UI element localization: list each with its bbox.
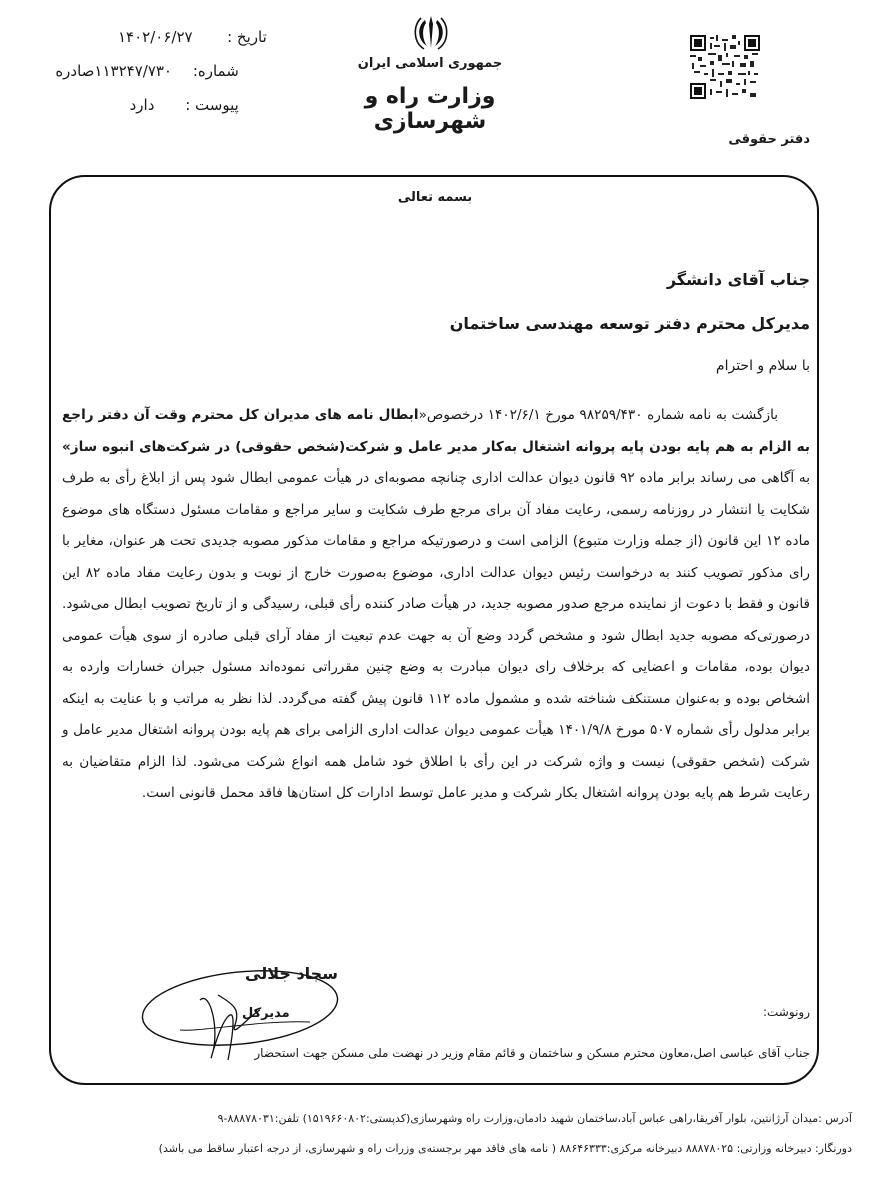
body-rest: به آگاهی می رساند برابر ماده ۹۲ قانون دیوان عدالت اداری چنانچه مصوبه‌ای در هیأت عمومی ابطال شود پس از ابلاغ رأی به طرف شکایت یا انتشار در روزنامه رسمی، رعایت مفاد آن برای مرجع طرف شکایت و سایر مراجع و مقامات مسئول دستگاه های موضوع ماده ۱۲ این قانون (از جمله وزارت متبوع) الزامی است و درصورتیکه مراجع و مقامات مذکور مصوبه جدیدی تحت هر عنوان، مغایر با رای مذکور تصویب کنند به درخواست رئیس دیوان عدالت اداری، موضوع به‌صورت خارج از نوبت و بدون رعایت مفاد ماده ۸۲ این قانون و فقط با دعوت از نماینده مرجع صدور مصوبه جدید، در هیأت صادر کننده رأی قبلی، رسیدگی و از تاریخ تصویب ابطال می‌شود. درصورتی‌که مصوبه جدید ابطال شود و مشخص گردد وضع آن به جهت عدم تبعیت از مفاد آرای قبلی صادره از سوی هیأت عمومی دیوان بوده، مقامات و اعضایی که برخلاف رای دیوان مبادرت به وضع چنین مقرراتی نموده‌اند مسئول جبران خسارات وارده به اشخاص بوده و به‌عنوان مستنکف شناخته شده و مشمول ماده ۱۱۲ قانون پیش گفته می‌گردد. لذا نظر به مراتب و با عنایت به اینکه برابر مدلول رأی شماره ۵۰۷ مورخ ۱۴۰۱/۹/۸ هیأت عمومی دیوان عدالت اداری الزامی برای هم پایه بودن پروانه اشتغال مدیر عامل و شرکت (شخص حقوقی) نیست و واژه شرکت در این رأی با اطلاق خود شامل همه انواع شرکت می‌شود. لذا الزام متقاضیان به رعایت شرط هم پایه بودن پروانه اشتغال بکار شرکت و مدیر عامل توسط ادارات کل استان‌ها فاقد محمل قانونی است. bbox=[62, 470, 811, 801]
cc-text: جناب آقای عباسی اصل،معاون محترم مسکن و ساختمان و قائم مقام وزیر در نهضت ملی مسکن جهت استحضار bbox=[254, 1046, 810, 1060]
footer-fax: دورنگار: دبیرخانه وزارتی: ۸۸۸۷۸۰۲۵ دبیرخانه مرکزی:۸۸۶۴۶۳۳۳ ( نامه های فاقد مهر برجسته‌ی وزرات راه و شهرسازی، از درجه اعتبار ساقط می باشد) bbox=[158, 1142, 852, 1155]
addressee-name: جناب آقای دانشگر bbox=[666, 270, 810, 289]
greeting: با سلام و احترام bbox=[715, 358, 810, 374]
ministry-title: وزارت راه و شهرسازی bbox=[364, 84, 496, 134]
letter-body bbox=[62, 400, 810, 810]
number-row bbox=[22, 62, 239, 80]
number-value: ۱۱۳۲۴۷/۷۳۰صادره bbox=[55, 62, 172, 80]
body-subject: ابطال نامه های مدیران کل محترم وقت آن دفتر راجع به الزام به هم پایه بودن پایه پروانه اشتغال به‌کار مدیر عامل و شرکت(شخص حقوقی) در شرکت‌های انبوه ساز» bbox=[62, 407, 810, 455]
addressee-title: مدیرکل محترم دفتر توسعه مهندسی ساختمان bbox=[449, 314, 810, 333]
signer-name: سجاد جلالی bbox=[245, 964, 338, 983]
body-intro: بازگشت به نامه شماره ۹۸۲۵۹/۴۳۰ مورخ ۱۴۰۲/۶/۱ درخصوص« bbox=[418, 407, 778, 423]
department-label: دفتر حقوقی bbox=[728, 132, 810, 147]
date-value: ۱۴۰۲/۰۶/۲۷ bbox=[118, 28, 193, 46]
republic-title: جمهوری اسلامی ایران bbox=[357, 56, 503, 71]
footer-address: آدرس :میدان آرژانتین، بلوار آفریقا،راهی عباس آباد،ساختمان شهید دادمان،وزارت راه وشهرسازی(کدپستی:۱۵۱۹۶۶۰۸۰۲) تلفن:۸۸۸۷۸۰۳۱-۹ bbox=[217, 1112, 852, 1125]
bismillah: بسمه تعالی bbox=[397, 190, 473, 205]
attachment-row bbox=[112, 96, 239, 114]
number-label: شماره: bbox=[192, 62, 239, 80]
date-label: تاریخ : bbox=[227, 28, 267, 46]
signer-title: مدیرکل bbox=[242, 1006, 290, 1021]
cc-label: رونوشت: bbox=[762, 1005, 810, 1019]
qr-code-icon[interactable] bbox=[690, 35, 760, 99]
attachment-value: دارد bbox=[129, 96, 155, 114]
attachment-label: پیوست : bbox=[185, 96, 239, 114]
date-row bbox=[118, 28, 267, 46]
iran-emblem-icon bbox=[413, 14, 449, 52]
